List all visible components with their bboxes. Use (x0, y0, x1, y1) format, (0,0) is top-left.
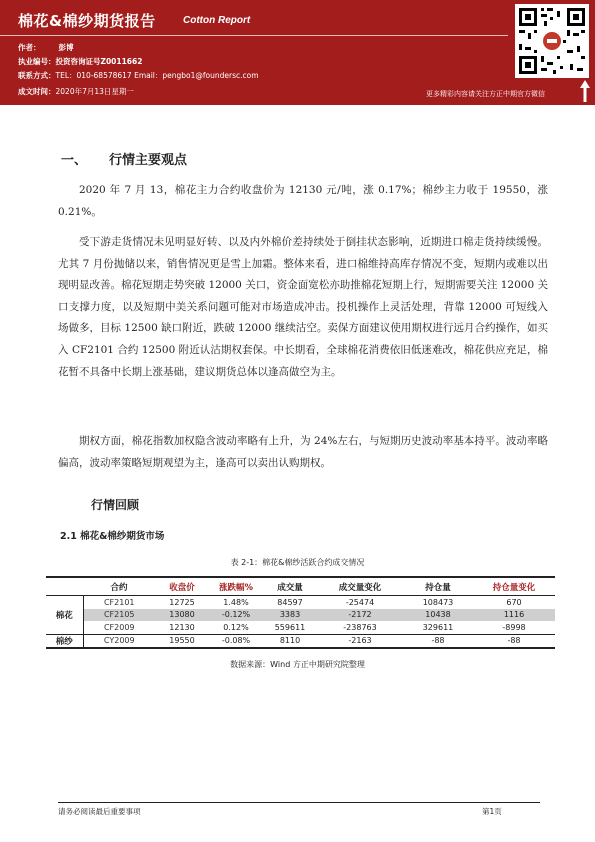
table-row (46, 596, 555, 609)
page-number: 第1页 (482, 807, 502, 816)
column-header-volume-change: 成交量变化 (317, 577, 403, 596)
cell-change-pct: 0.12% (223, 622, 249, 632)
cell-close: 12130 (169, 622, 195, 632)
footer-divider (58, 802, 540, 803)
wechat-qr-code (515, 4, 589, 78)
cell-change-pct: -0.08% (209, 634, 263, 648)
paragraph-closing-prices: 2020 年 7 月 13，棉花主力合约收盘价为 12130 元/吨，涨 0.17%；棉纱主力收于 19550，涨 0.21%。 (58, 184, 548, 218)
cell-volume: 559611 (274, 622, 306, 632)
section-heading-main-views (61, 149, 187, 168)
table-row (46, 609, 555, 622)
report-title: 棉花&棉纱期货报告 (18, 12, 156, 30)
cell-contract: CF2105 (83, 609, 155, 622)
table-header-row (46, 577, 555, 596)
report-date: 2020年7月13日星期一 (55, 87, 134, 96)
contact-label: 联系方式： (18, 71, 56, 80)
cell-oi-change: 1116 (473, 609, 555, 622)
license-number: 投资咨询证号Z0011662 (55, 57, 143, 66)
table-row (46, 634, 555, 648)
contracts-table (46, 576, 555, 649)
paragraph-market-analysis: 受下游走货情况未见明显好转、以及内外棉价差持续处于倒挂状态影响，近期进口棉走货持续缓慢。尤其 7 月份抛储以来，销售情况更是雪上加霜。整体来看，进口棉维持高库存情况不变，短期内或难以出现明显改善。棉花短期走势突破 12000 关口，资金面宽松亦助推棉花短期上行，短期需要关注 12000 关口支撑力度，以及短期中美关系问题可能对市场造成冲击。投机操作上灵活处理，背靠 12000 可短线入场做多，目标 12500 缺口附近，跌破 12000 继续沽空。卖保方面建议使用期权进行远月合约操作，如买入 CF2101 合约 12500 附近认沽期权套保。中长期看，全球棉花消费依旧低迷难改，棉花供应充足，棉花暂不具备中长期上涨基础，建议期货总体以逢高做空为主。 (58, 236, 548, 378)
data-source-note: 数据来源：Wind 方正中期研究院整理 (230, 660, 365, 669)
cell-oi-change: 670 (506, 597, 522, 607)
column-header-contract: 合约 (83, 577, 155, 596)
author-name: 彭博 (58, 43, 74, 52)
section-number: 一、 (61, 153, 88, 168)
cell-close: 12725 (169, 597, 195, 607)
cell-open-interest: -88 (403, 634, 473, 648)
cell-open-interest: 10438 (403, 609, 473, 622)
group-header-cell (46, 577, 83, 596)
license-line (18, 56, 142, 67)
cell-contract: CY2009 (83, 634, 155, 648)
date-label: 成文时间： (18, 87, 56, 96)
license-label: 执业编号： (18, 57, 56, 66)
paragraph-options: 期权方面，棉花指数加权隐含波动率略有上升，为 24%左右，与短期历史波动率基本持平。波动率略偏高，波动率策略短期观望为主，逢高可以卖出认购期权。 (58, 435, 548, 469)
section-title: 行情主要观点 (109, 153, 188, 168)
column-header-oi-change: 持仓量变化 (473, 577, 555, 596)
cell-oi-change: -88 (473, 634, 555, 648)
section-heading-market-review: 行情回顾 (91, 498, 140, 512)
group-label-yarn: 棉纱 (46, 634, 83, 648)
cell-volume: 84597 (277, 597, 303, 607)
cell-volume: 8110 (263, 634, 317, 648)
footer-disclaimer: 请务必阅读最后重要事项 (58, 807, 141, 816)
column-header-volume: 成交量 (263, 577, 317, 596)
column-header-change-pct: 涨跌幅% (209, 577, 263, 596)
arrow-up-icon (580, 80, 590, 102)
cell-volume-change: -25474 (345, 597, 375, 607)
subsection-heading-futures-market: 2.1 棉花&棉纱期货市场 (60, 531, 165, 542)
cell-change-pct: 1.48% (223, 597, 249, 607)
cell-contract: CF2009 (103, 622, 135, 632)
cell-volume: 3383 (263, 609, 317, 622)
contact-details[interactable]: TEL：010-68578617 Email：pengbo1@foundersc.com (55, 71, 259, 80)
date-line (18, 86, 134, 97)
report-subtitle: Cotton Report (183, 15, 251, 26)
cell-volume-change: -2172 (317, 609, 403, 622)
report-header (0, 0, 595, 105)
wechat-promo-text[interactable]: 更多精彩内容请关注方正中期官方微信 (426, 90, 545, 98)
table-row (46, 621, 555, 634)
cell-contract: CF2101 (103, 597, 135, 607)
contact-line (18, 70, 259, 81)
cell-open-interest: 329611 (422, 622, 454, 632)
table-caption: 表 2-1：棉花&棉纱活跃合约成交情况 (230, 558, 365, 567)
header-divider (0, 35, 508, 36)
cell-open-interest: 108473 (422, 597, 454, 607)
author-line (18, 42, 74, 53)
column-header-close: 收盘价 (155, 577, 209, 596)
cell-change-pct: -0.12% (209, 609, 263, 622)
cell-close: 19550 (155, 634, 209, 648)
group-label-cotton: 棉花 (46, 596, 83, 635)
cell-oi-change: -8998 (502, 622, 526, 632)
column-header-open-interest: 持仓量 (403, 577, 473, 596)
cell-volume-change: -2163 (317, 634, 403, 648)
cell-close: 13080 (155, 609, 209, 622)
cell-volume-change: -238763 (343, 622, 377, 632)
author-label: 作者： (18, 43, 41, 52)
